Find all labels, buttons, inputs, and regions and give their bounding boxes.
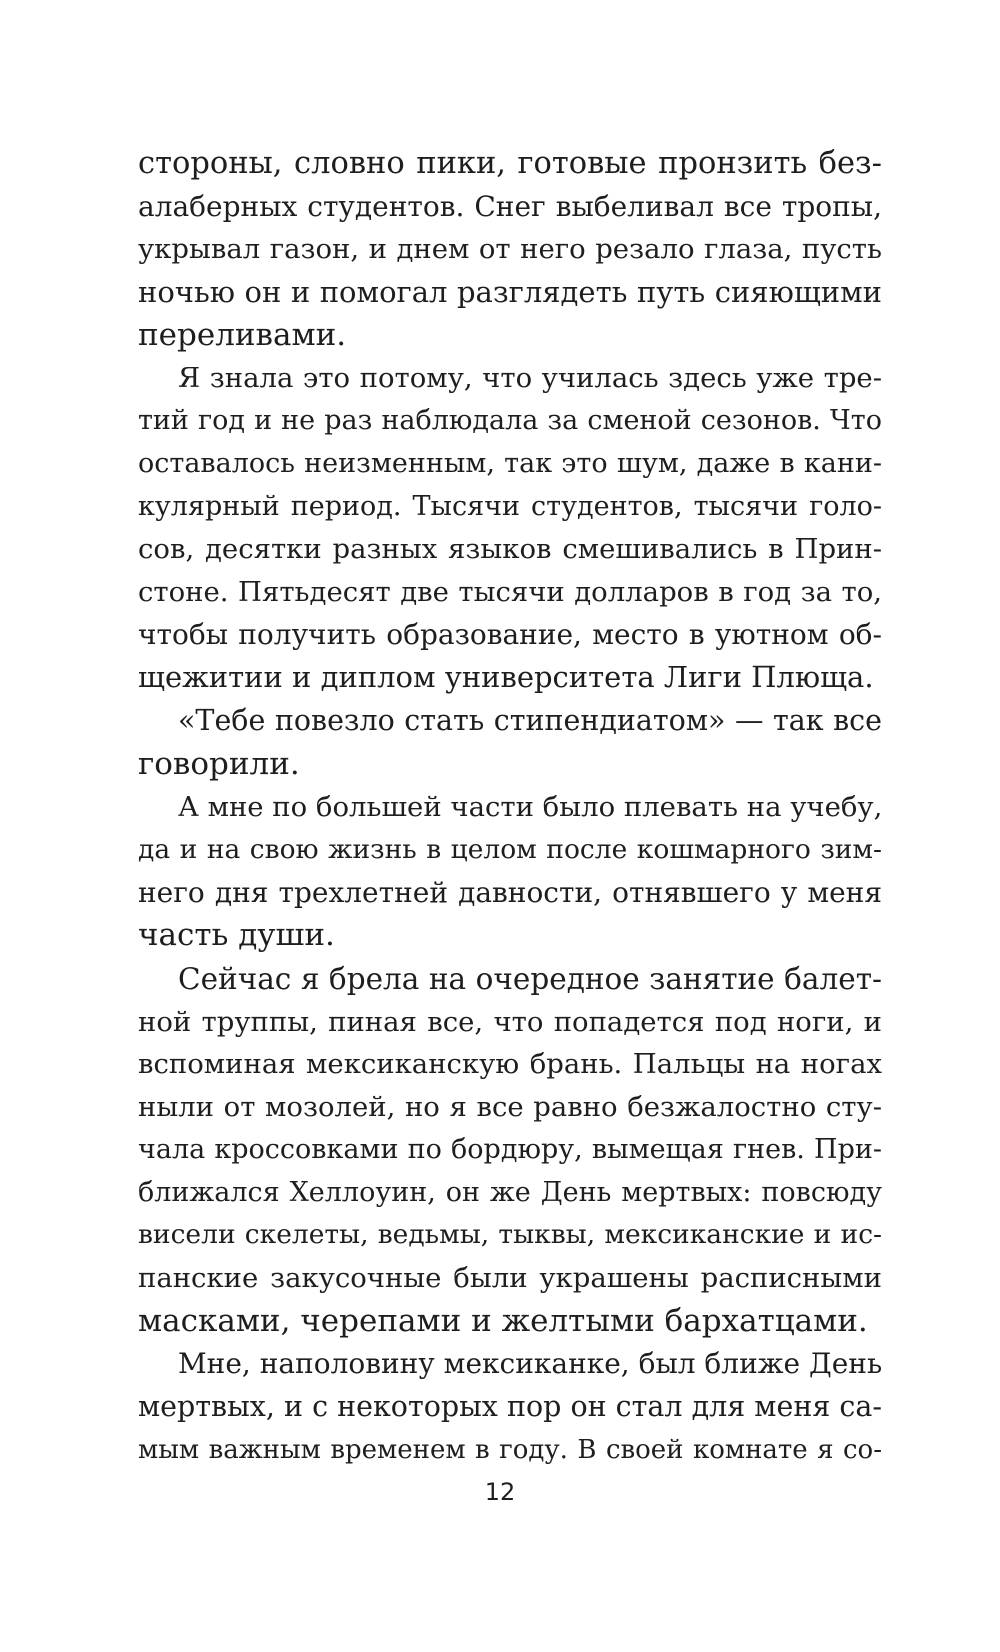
text-line: переливами. bbox=[138, 316, 347, 353]
text-line: часть души. bbox=[138, 917, 335, 954]
text-line: ближался Хеллоуин, он же День мертвых: повсюду bbox=[138, 1176, 882, 1208]
text-line: него дня трехлетней давности, отнявшего у меня bbox=[138, 875, 882, 909]
text-line: Я знала это потому, что училась здесь уже тре- bbox=[178, 362, 882, 395]
text-line: масками, черепами и желтыми бархатцами. bbox=[138, 1302, 868, 1339]
text-line: да и на свою жизнь в целом после кошмарного зим- bbox=[138, 834, 882, 865]
text-line: ночью он и помогал разглядеть путь сияющими bbox=[138, 275, 882, 310]
paragraph-1 bbox=[138, 143, 882, 356]
text-line: стоне. Пятьдесят две тысячи долларов в год за то, bbox=[138, 575, 882, 608]
text-line: ныли от мозолей, но я все равно безжалостно сту- bbox=[138, 1091, 882, 1124]
text-line: укрывал газон, и днем от него резало глаза, пусть bbox=[138, 233, 882, 266]
text-line: сов, десятки разных языков смешивались в Прин- bbox=[138, 533, 882, 566]
paragraph-6 bbox=[138, 1343, 882, 1471]
paragraph-5 bbox=[138, 958, 882, 1342]
paragraph-4 bbox=[138, 786, 882, 957]
text-line: Мне, наполовину мексиканке, был ближе День bbox=[178, 1347, 883, 1381]
text-line: щежитии и диплом университета Лиги Плюща. bbox=[138, 660, 874, 695]
text-line: висели скелеты, ведьмы, тыквы, мексиканские и ис- bbox=[138, 1219, 882, 1251]
text-line: чтобы получить образование, место в уютном об- bbox=[138, 617, 882, 651]
text-line: тий год и не раз наблюдала за сменой сезонов. Что bbox=[138, 405, 882, 437]
text-line: панские закусочные были украшены расписными bbox=[138, 1261, 882, 1294]
page-number: 12 bbox=[484, 1478, 516, 1506]
text-line: ной труппы, пиная все, что попадется под ноги, и bbox=[138, 1005, 882, 1038]
text-line: говорили. bbox=[138, 745, 300, 782]
body-text bbox=[138, 143, 882, 1471]
text-line: вспоминая мексиканскую брань. Пальцы на ногах bbox=[138, 1048, 882, 1081]
text-line: мертвых, и с некоторых пор он стал для меня са- bbox=[138, 1389, 882, 1423]
paragraph-2 bbox=[138, 357, 882, 699]
text-line: мым важным временем в году. В своей комнате я со- bbox=[138, 1434, 882, 1465]
paragraph-3 bbox=[138, 700, 882, 785]
text-line: Сейчас я брела на очередное занятие балет- bbox=[178, 962, 882, 997]
text-line: алаберных студентов. Снег выбеливал все тропы, bbox=[138, 189, 882, 223]
text-line: А мне по большей части было плевать на учебу, bbox=[178, 791, 883, 824]
text-line: стороны, словно пики, готовые пронзить без- bbox=[138, 146, 882, 181]
text-line: чала кроссовками по бордюру, вымещая гнев. При- bbox=[138, 1133, 882, 1165]
text-line: «Тебе повезло стать стипендиатом» — так все bbox=[178, 703, 882, 737]
text-line: кулярный период. Тысячи студентов, тысячи голо- bbox=[138, 490, 882, 522]
text-line: оставалось неизменным, так это шум, даже в кани- bbox=[138, 447, 882, 479]
